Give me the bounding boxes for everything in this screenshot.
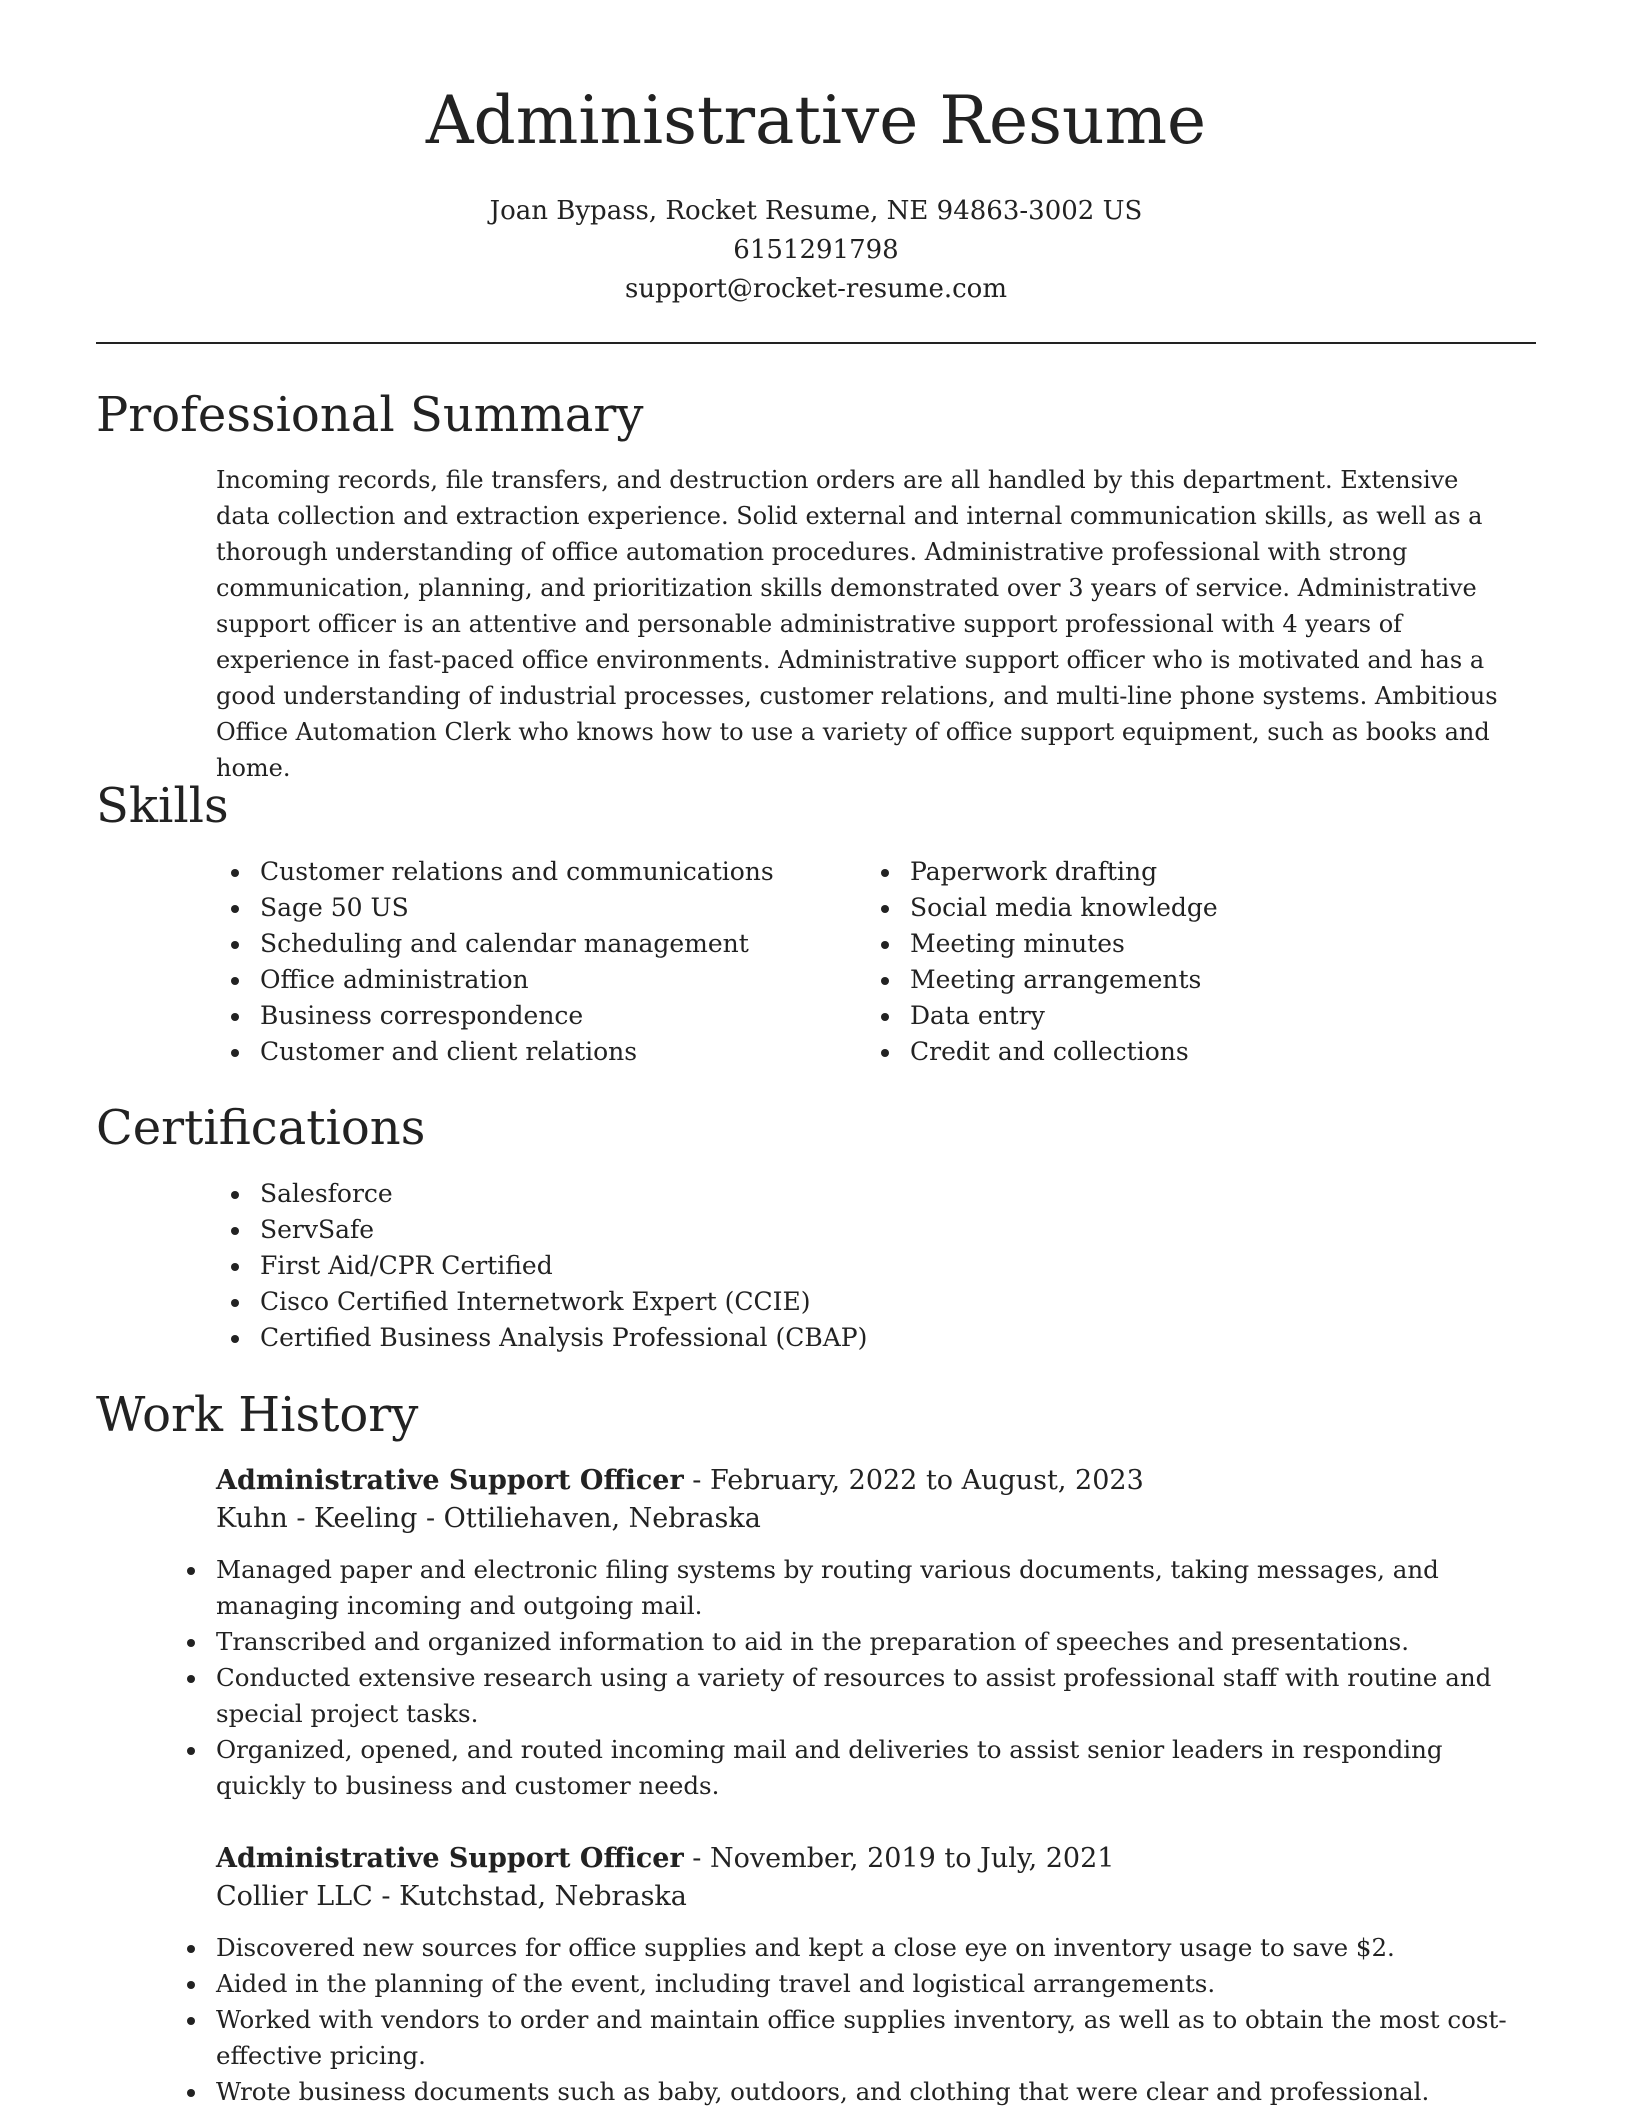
job-entry <box>216 1840 1526 2110</box>
skill-item: Customer and client relations <box>216 1034 856 1070</box>
section-title-certifications: Certifications <box>96 1100 426 1156</box>
skill-item: Meeting arrangements <box>866 962 1506 998</box>
job-dates: - November, 2019 to July, 2021 <box>683 1843 1115 1874</box>
header-divider <box>96 342 1536 344</box>
skill-item: Business correspondence <box>216 998 856 1034</box>
skill-item: Meeting minutes <box>866 926 1506 962</box>
job-heading <box>216 1462 1526 1500</box>
job-bullet: Discovered new sources for office supplies and kept a close eye on inventory usage to save $2. <box>172 1930 1526 1966</box>
job-bullet: Conducted extensive research using a variety of resources to assist professional staff with routine and special project tasks. <box>172 1660 1526 1732</box>
certification-item: First Aid/CPR Certified <box>216 1248 1316 1284</box>
job-bullet: Transcribed and organized information to aid in the preparation of speeches and presentations. <box>172 1624 1526 1660</box>
job-entry <box>216 1462 1526 1804</box>
skill-item: Sage 50 US <box>216 890 856 926</box>
job-dates: - February, 2022 to August, 2023 <box>683 1465 1144 1496</box>
job-company: Kuhn - Keeling - Ottiliehaven, Nebraska <box>216 1503 761 1534</box>
certification-item: Salesforce <box>216 1176 1316 1212</box>
skill-item: Office administration <box>216 962 856 998</box>
job-bullets <box>172 1552 1526 1804</box>
resume-title: Administrative Resume <box>425 82 1207 159</box>
certification-item: Cisco Certified Internetwork Expert (CCIE) <box>216 1284 1316 1320</box>
skill-item: Paperwork drafting <box>866 854 1506 890</box>
job-bullet: Worked with vendors to order and maintain office supplies inventory, as well as to obtain the most cost-effective pricing. <box>172 2002 1526 2074</box>
job-bullet: Organized, opened, and routed incoming mail and deliveries to assist senior leaders in responding quickly to business and customer needs. <box>172 1732 1526 1804</box>
skill-item: Social media knowledge <box>866 890 1506 926</box>
job-title: Administrative Support Officer <box>216 1843 684 1874</box>
section-title-summary: Professional Summary <box>96 387 644 443</box>
section-title-work-history: Work History <box>96 1387 419 1443</box>
certification-item: Certified Business Analysis Professional (CBAP) <box>216 1320 1316 1356</box>
skill-item: Customer relations and communications <box>216 854 856 890</box>
certifications-list <box>216 1176 1316 1356</box>
contact-phone: 6151291798 <box>733 235 899 265</box>
certification-item: ServSafe <box>216 1212 1316 1248</box>
contact-address: Joan Bypass, Rocket Resume, NE 94863-3002 US <box>489 196 1143 226</box>
skill-item: Scheduling and calendar management <box>216 926 856 962</box>
skill-item: Data entry <box>866 998 1506 1034</box>
job-bullets <box>172 1930 1526 2110</box>
job-company: Collier LLC - Kutchstad, Nebraska <box>216 1881 687 1912</box>
job-bullet: Wrote business documents such as baby, outdoors, and clothing that were clear and professional. <box>172 2074 1526 2110</box>
skill-item: Credit and collections <box>866 1034 1506 1070</box>
skills-list-left <box>216 854 856 1070</box>
summary-text: Incoming records, file transfers, and destruction orders are all handled by this department. Extensive data collection and extraction experience. Solid external and internal communication skills, as well as a thorough understanding of office automation procedures. Administrative professional with strong communication, planning, and prioritization skills demonstrated over 3 years of service. Administrative support officer is an attentive and personable administrative support professional with 4 years of experience in fast-paced office environments. Administrative support officer who is motivated and has a good understanding of industrial processes, customer relations, and multi-line phone systems. Ambitious Office Automation Clerk who knows how to use a variety of office support equipment, such as books and home. <box>216 466 1498 782</box>
job-bullet: Aided in the planning of the event, including travel and logistical arrangements. <box>172 1966 1526 2002</box>
job-heading <box>216 1840 1526 1878</box>
skills-list-right <box>866 854 1506 1070</box>
section-title-skills: Skills <box>96 778 229 834</box>
contact-block <box>0 192 1632 309</box>
job-bullet: Managed paper and electronic filing systems by routing various documents, taking messages, and managing incoming and outgoing mail. <box>172 1552 1526 1624</box>
contact-email: support@rocket-resume.com <box>624 274 1007 304</box>
job-title: Administrative Support Officer <box>216 1465 684 1496</box>
